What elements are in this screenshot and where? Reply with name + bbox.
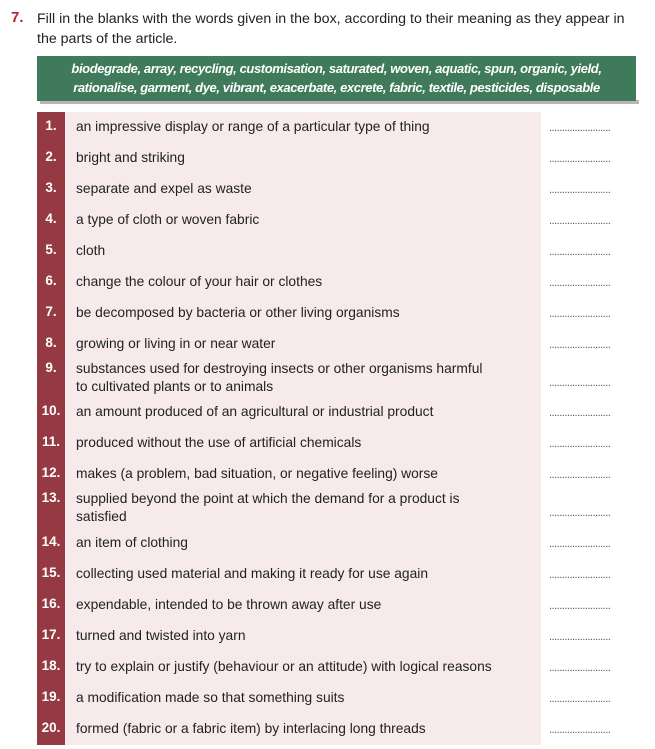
item-number: 5.	[45, 242, 57, 257]
item-definition: be decomposed by bacteria or other living organisms	[76, 305, 400, 320]
item-definition: an amount produced of an agricultural or industrial product	[76, 404, 434, 419]
item-number: 3.	[45, 180, 57, 195]
item-definition: turned and twisted into yarn	[76, 628, 246, 643]
item-definition: supplied beyond the point at which the demand for a product is satisfied	[76, 491, 460, 524]
word-box	[37, 56, 636, 101]
item-definition: formed (fabric or a fabric item) by interlacing long threads	[76, 721, 426, 736]
item-definition: makes (a problem, bad situation, or negative feeling) worse	[76, 466, 438, 481]
item-definition: produced without the use of artificial chemicals	[76, 435, 362, 450]
item-number: 13.	[41, 490, 61, 505]
item-definition: expendable, intended to be thrown away after use	[76, 597, 382, 612]
answer-blank[interactable]: ........................	[549, 662, 611, 674]
item-number: 7.	[45, 304, 57, 319]
item-definition: an item of clothing	[76, 535, 188, 550]
item-number: 4.	[45, 211, 57, 226]
exercise-number: 7.	[11, 9, 24, 26]
answer-blank[interactable]: ........................	[549, 507, 611, 519]
answer-blank[interactable]: ........................	[549, 377, 611, 389]
answer-blank[interactable]: ........................	[549, 438, 611, 450]
item-definition: change the colour of your hair or clothes	[76, 274, 323, 289]
exercise-instruction: Fill in the blanks with the words given in the box, according to their meaning as they appear in the parts of the article.	[37, 11, 625, 47]
item-number: 1.	[45, 118, 57, 133]
answer-blank[interactable]: ........................	[549, 308, 611, 320]
answer-blank[interactable]: ........................	[549, 184, 611, 196]
answer-blank[interactable]: ........................	[549, 569, 611, 581]
answer-column	[541, 112, 641, 745]
item-number: 10.	[41, 403, 61, 418]
item-number: 16.	[41, 596, 61, 611]
answer-blank[interactable]: ........................	[549, 215, 611, 227]
item-definition: an impressive display or range of a particular type of thing	[76, 119, 430, 134]
answer-blank[interactable]: ........................	[549, 469, 611, 481]
item-number: 11.	[41, 434, 61, 449]
answer-blank[interactable]: ........................	[549, 339, 611, 351]
item-number: 18.	[41, 658, 61, 673]
item-number: 17.	[41, 627, 61, 642]
answer-blank[interactable]: ........................	[549, 631, 611, 643]
item-number: 2.	[45, 149, 57, 164]
item-number: 12.	[41, 465, 61, 480]
item-number: 8.	[45, 335, 57, 350]
item-definition: growing or living in or near water	[76, 336, 276, 351]
answer-blank[interactable]: ........................	[549, 153, 611, 165]
item-definition: a type of cloth or woven fabric	[76, 212, 260, 227]
answer-blank[interactable]: ........................	[549, 122, 611, 134]
item-number: 15.	[41, 565, 61, 580]
word-box-line-2: rationalise, garment, dye, vibrant, exacerbate, excrete, fabric, textile, pesticides, disposable	[73, 80, 600, 95]
answer-blank[interactable]: ........................	[549, 600, 611, 612]
item-number: 19.	[41, 689, 61, 704]
number-column	[37, 112, 65, 745]
answer-blank[interactable]: ........................	[549, 277, 611, 289]
item-definition: a modification made so that something suits	[76, 690, 345, 705]
item-definition: substances used for destroying insects or other organisms harmful to cultivated plants or to animals	[76, 361, 483, 394]
item-definition: bright and striking	[76, 150, 185, 165]
answer-blank[interactable]: ........................	[549, 246, 611, 258]
item-number: 9.	[45, 360, 57, 375]
item-number: 6.	[45, 273, 57, 288]
item-definition: cloth	[76, 243, 106, 258]
answer-blank[interactable]: ........................	[549, 538, 611, 550]
word-box-line-1: biodegrade, array, recycling, customisation, saturated, woven, aquatic, spun, organic, yield,	[71, 61, 602, 76]
item-definition: try to explain or justify (behaviour or an attitude) with logical reasons	[76, 659, 492, 674]
answer-blank[interactable]: ........................	[549, 407, 611, 419]
item-definition: collecting used material and making it ready for use again	[76, 566, 429, 581]
answer-blank[interactable]: ........................	[549, 724, 611, 736]
answer-blank[interactable]: ........................	[549, 693, 611, 705]
item-number: 20.	[41, 720, 61, 735]
item-number: 14.	[41, 534, 61, 549]
item-definition: separate and expel as waste	[76, 181, 252, 196]
